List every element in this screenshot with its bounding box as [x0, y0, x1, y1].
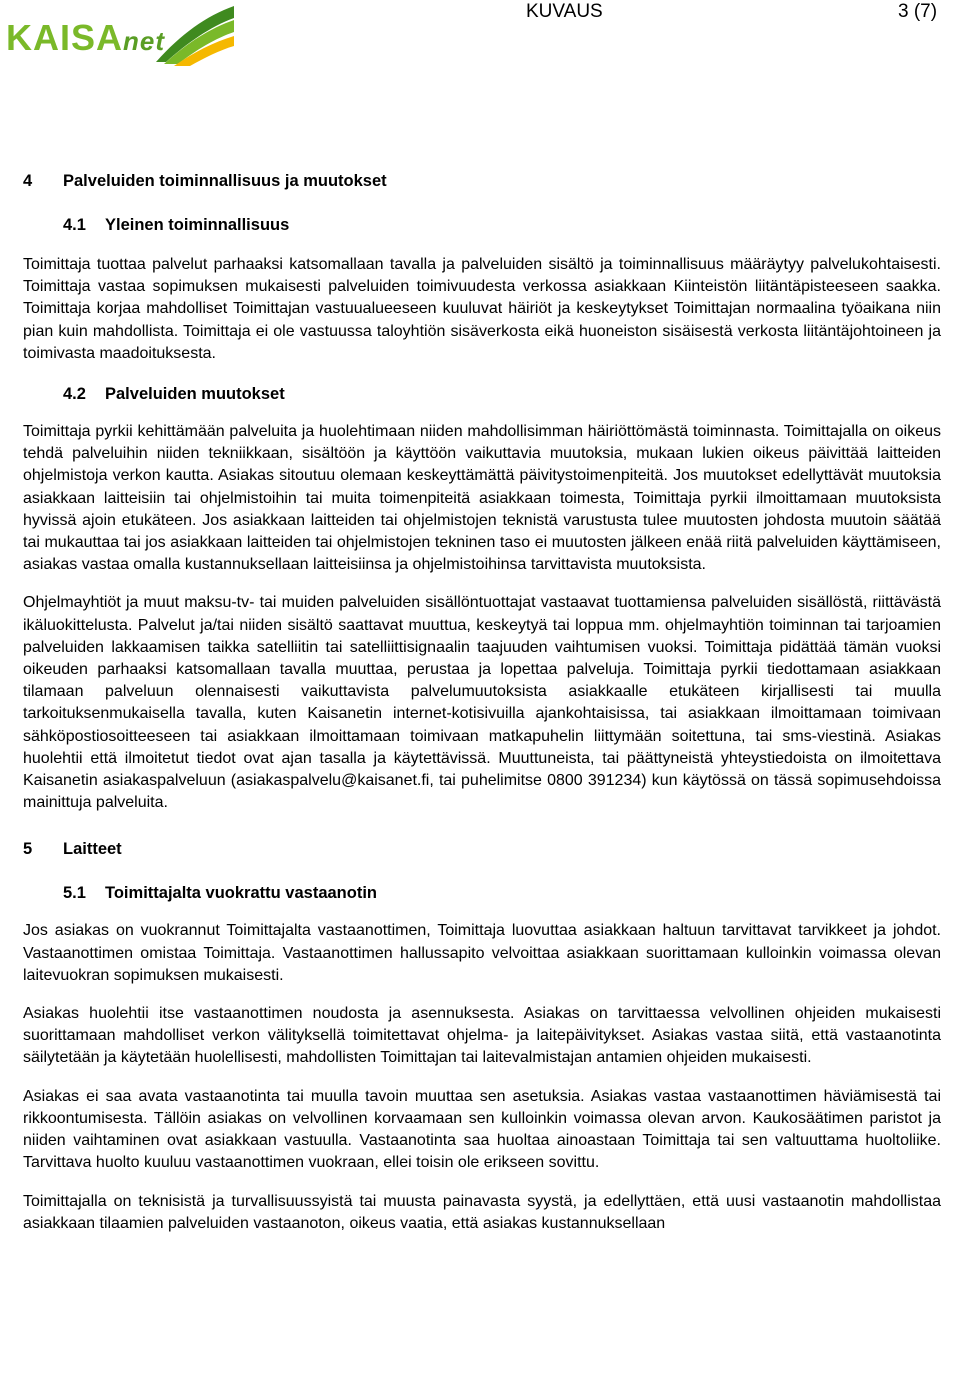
document-type: KUVAUS: [526, 1, 603, 22]
document-body: [23, 170, 941, 1235]
kaisanet-logo: [6, 4, 236, 66]
subsection-heading-5-1: [23, 882, 941, 904]
logo-text: KAISAnet: [6, 17, 166, 58]
paragraph: Asiakas huolehtii itse vastaanottimen noudosta ja asennuksesta. Asiakas on tarvittaessa velvollinen ohjeiden mukaisesti suorittamaan mahdolliset verkon välityksellä toimitettavat ohjelma- ja laitepäivitykset. Asiakas vastaa siitä, että vastaanotinta säilytetään ja käytetään huolellisesti, mahdollisten Toimittajan tai laitevalmistajan antamien ohjeiden mukaisesti.: [23, 1005, 941, 1067]
section-number: 5: [23, 840, 33, 859]
subsection-heading-4-2: [23, 383, 941, 405]
section-heading-4: [23, 170, 941, 192]
paragraph: Asiakas ei saa avata vastaanotinta tai muulla tavoin muuttaa sen asetuksia. Asiakas vastaa vastaanottimen häviämisestä tai rikkoontumisesta. Tällöin asiakas on velvollinen korvaamaan sen kulloinkin voimassa olevan arvon. Kaukosäätimen paristot ja niiden vaihtaminen ovat asiakkaan vastuulla. Vastaanotinta saa huoltaa ainoastaan Toimittaja tai sen valtuuttama huoltoliike. Tarvittava huolto kuuluu vastaanottimen vuokraan, ellei toisin ole erikseen sovittu.: [23, 1087, 941, 1172]
paragraph: Toimittaja pyrkii kehittämään palveluita ja huolehtimaan niiden mahdollisimman häiriöttömästä toiminnasta. Toimittajalla on oikeus tehdä palveluihin niiden tekniikkaan, sisältöön ja käyttöön vaikuttavia muutoksia, mukaan lukien oikeus päivittää laitteiden ohjelmistoja verkon kautta. Asiakas sitoutuu olemaan keskeyttämättä päivitystoimenpiteitä. Jos muutokset edellyttävät muutoksia asiakkaan laitteisiin tai ohjelmistoihin tai muita toimenpiteitä asiakkaan toimesta, Toimittaja pyrkii ilmoittamaan muutoksista hyvissä ajoin etukäteen. Jos asiakkaan laitteiden tai ohjelmistojen teknistä varustusta tulee muutosten johdosta muutoin säätää tai mukauttaa tai jos asiakkaan laitteiden tai ohjelmistojen tekninen taso ei muutosten jälkeen enää riitä palveluiden käyttämiseen, asiakas vastaa omalla kustannuksellaan laitteisiinsa ja ohjelmistoihinsa tarvittavista muutoksista.: [23, 423, 941, 574]
page-number: 3 (7): [898, 1, 938, 22]
subsection-title: Yleinen toiminnallisuus: [105, 216, 290, 234]
subsection-number: 4.1: [63, 216, 86, 234]
paragraph: Ohjelmayhtiöt ja muut maksu-tv- tai muiden palveluiden sisällöntuottajat vastaavat tuottamiensa palveluiden sisällöstä, riittävästä ikäluokittelusta. Palvelut ja/tai niiden sisältö saattavat muuttua, keskeytyä tai loppua mm. ohjelmayhtiön toiminnan tai tarjoamien palveluiden lakkaamisen taikka satelliitin tai satelliittisignaalin taajuuden vaihtumisen vuoksi. Toimittaja pidättää tämän vuoksi oikeuden parhaaksi katsomallaan tavalla muuttaa, perustaa ja lopettaa palveluja. Toimittaja pyrkii tiedottamaan asiakkaan tilamaan palveluun olennaisesti vaikuttavista palvelumuutoksista asiakkaalle etukäteen kirjallisesti tai muulla tarkoituksenmukaisella tavalla, kuten Kaisanetin internet-kotisivuilla ajankohtaisissa, tai asiakkaan ilmoittamaan toimivaan sähköpostiosoitteeseen tai asiakkaan ilmoittamaan toimivaan matkapuhelin liittymään soitettuna, tai sms-viestinä. Asiakas huolehtii että ilmoitetut tiedot ovat ajan tasalla ja käytettävissä. Muuttuneista, tai päättyneistä yhteystiedoista on ilmoitettava Kaisanetin asiakaspalveluun (asiakaspalvelu@kaisanet.fi, tai puhelimitse 0800 391234) kun käytössä on tässä sopimusehdoissa mainittuja palveluita.: [23, 594, 941, 812]
paragraph: Jos asiakas on vuokrannut Toimittajalta vastaanottimen, Toimittaja luovuttaa asiakkaan haltuun tarvittavat tarvikkeet ja johdot. Vastaanottimen omistaa Toimittaja. Vastaanottimen hallussapito velvoittaa asiakkaan suorittamaan kulloinkin voimassa olevan laitevuokran sopimuksen mukaisesti.: [23, 922, 941, 984]
section-number: 4: [23, 172, 33, 190]
subsection-title: Toimittajalta vuokrattu vastaanotin: [105, 884, 377, 903]
subsection-number: 4.2: [63, 385, 86, 404]
paragraph: Toimittaja tuottaa palvelut parhaaksi katsomallaan tavalla ja palveluiden sisältö ja toiminnallisuus määräytyy palvelukohtaisesti. Toimittaja vastaa sopimuksen mukaisesti palveluiden toimivuudesta verkossa asiakkaan Kiinteistön liitäntäpisteeseen saakka. Toimittaja korjaa mahdolliset Toimittajan vastuualueeseen kuuluvat häiriöt ja keskeytykset Toimittajan normaalina työaikana niin pian kuin mahdollista. Toimittaja ei ole vastuussa taloyhtiön sisäverkosta eikä huoneiston sisäisestä verkosta liitäntäjohtoineen ja toimivasta maadoituksesta.: [23, 256, 941, 362]
subsection-heading-4-1: [23, 214, 941, 236]
section-title: Palveluiden toiminnallisuus ja muutokset: [63, 172, 387, 190]
section-heading-5: [23, 838, 941, 860]
section-title: Laitteet: [63, 840, 122, 859]
subsection-number: 5.1: [63, 884, 86, 903]
paragraph: Toimittajalla on teknisistä ja turvallisuussyistä tai muusta painavasta syystä, ja edellyttäen, että uusi vastaanotin mahdollistaa asiakkaan tilaamien palveluiden vastaanoton, oikeus vaatia, että asiakas kustannuksellaan: [23, 1192, 941, 1232]
subsection-title: Palveluiden muutokset: [105, 385, 285, 404]
page-header: [0, 0, 960, 80]
